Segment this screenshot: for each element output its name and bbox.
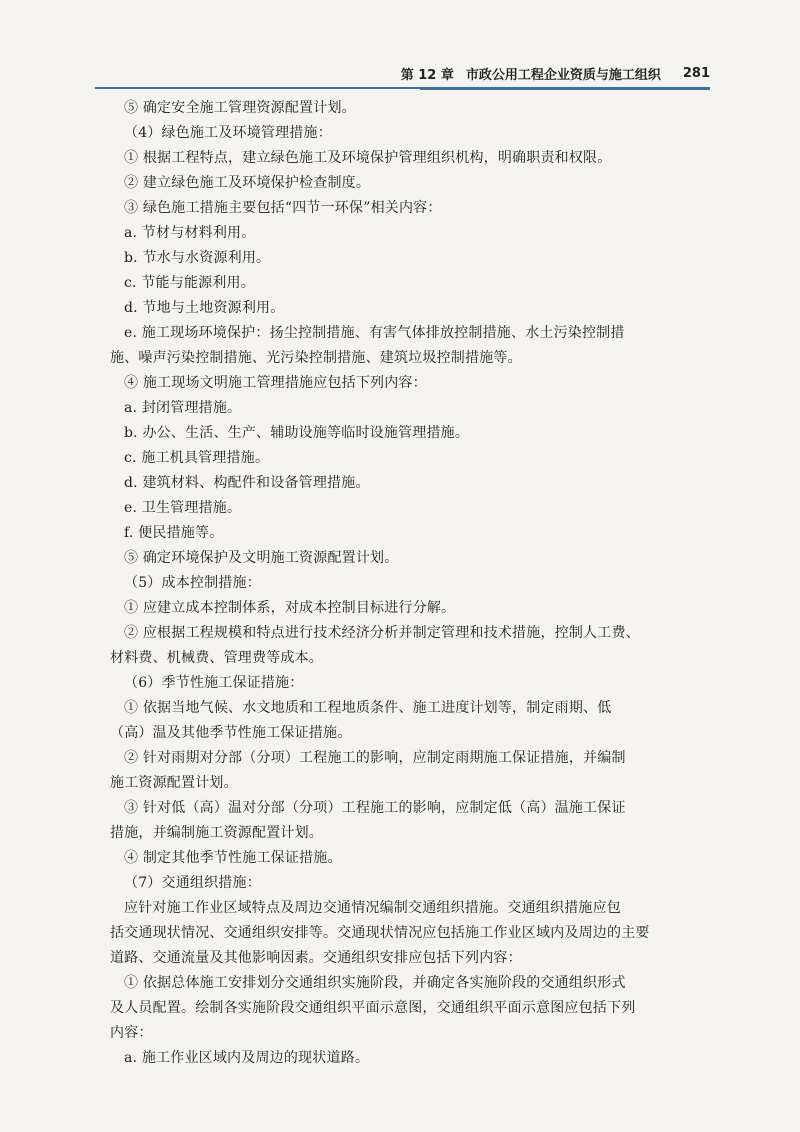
text-line: 内容： (110, 1025, 153, 1041)
text-line: （高）温及其他季节性施工保证措施。 (110, 725, 352, 741)
text-line: ② 针对雨期对分部（分项）工程施工的影响，应制定雨期施工保证措施，并编制 (124, 750, 626, 766)
text-line: 材料费、机械费、管理费等成本。 (110, 650, 323, 666)
page-number: 281 (682, 65, 710, 81)
text-line: 施、噪声污染控制措施、光污染控制措施、建筑垃圾控制措施等。 (110, 350, 522, 366)
text-line: 道路、交通流量及其他影响因素。交通组织安排应包括下列内容： (110, 950, 522, 966)
running-header (95, 62, 710, 84)
text-line: f. 便民措施等。 (124, 525, 224, 541)
text-line: ① 依据总体施工安排划分交通组织实施阶段，并确定各实施阶段的交通组织形式 (124, 975, 626, 991)
text-line: a. 施工作业区域内及周边的现状道路。 (124, 1050, 370, 1066)
text-line: （4）绿色施工及环境管理措施： (124, 125, 332, 141)
chapter-title: 市政公用工程企业资质与施工组织 (465, 67, 661, 83)
text-line: 措施，并编制施工资源配置计划。 (110, 825, 323, 841)
text-line: 括交通现状情况、交通组织安排等。交通现状情况应包括施工作业区域内及周边的主要 (110, 925, 650, 941)
text-line: d. 建筑材料、构配件和设备管理措施。 (124, 475, 370, 491)
text-line: a. 封闭管理措施。 (124, 400, 242, 416)
chapter-number: 第 12 章 (400, 67, 454, 83)
text-line: ① 应建立成本控制体系，对成本控制目标进行分解。 (124, 600, 456, 616)
text-line: e. 卫生管理措施。 (124, 500, 242, 516)
text-line: ③ 针对低（高）温对分部（分项）工程施工的影响，应制定低（高）温施工保证 (124, 800, 626, 816)
text-line: 施工资源配置计划。 (110, 775, 238, 791)
text-line: d. 节地与土地资源利用。 (124, 300, 285, 316)
text-line: ⑤ 确定环境保护及文明施工资源配置计划。 (124, 550, 399, 566)
text-line: b. 办公、生活、生产、辅助设施等临时设施管理措施。 (124, 425, 470, 441)
text-line: c. 施工机具管理措施。 (124, 450, 270, 466)
text-line: e. 施工现场环境保护：扬尘控制措施、有害气体排放控制措施、水土污染控制措 (124, 325, 625, 341)
text-line: ② 应根据工程规模和特点进行技术经济分析并制定管理和技术措施，控制人工费、 (124, 625, 640, 641)
text-line: （6）季节性施工保证措施： (124, 675, 304, 691)
text-line: a. 节材与材料利用。 (124, 225, 256, 241)
text-line: 应针对施工作业区域特点及周边交通情况编制交通组织措施。交通组织措施应包 (124, 900, 621, 916)
text-line: b. 节水与水资源利用。 (124, 250, 271, 266)
text-line: ③ 绿色施工措施主要包括“四节一环保”相关内容： (124, 200, 442, 216)
text-line: ② 建立绿色施工及环境保护检查制度。 (124, 175, 371, 191)
text-line: ① 依据当地气候、水文地质和工程地质条件、施工进度计划等，制定雨期、低 (124, 700, 612, 716)
body-text (110, 96, 710, 1071)
text-line: ④ 制定其他季节性施工保证措施。 (124, 850, 342, 866)
text-line: 及人员配置。绘制各实施阶段交通组织平面示意图，交通组织平面示意图应包括下列 (110, 1000, 636, 1016)
text-line: （7）交通组织措施： (124, 875, 261, 891)
header-rule-accent (420, 87, 710, 90)
text-line: ① 根据工程特点，建立绿色施工及环境保护管理组织机构，明确职责和权限。 (124, 150, 612, 166)
text-line: ④ 施工现场文明施工管理措施应包括下列内容： (124, 375, 427, 391)
text-line: ⑤ 确定安全施工管理资源配置计划。 (124, 100, 356, 116)
text-line: c. 节能与能源利用。 (124, 275, 255, 291)
text-line: （5）成本控制措施： (124, 575, 261, 591)
